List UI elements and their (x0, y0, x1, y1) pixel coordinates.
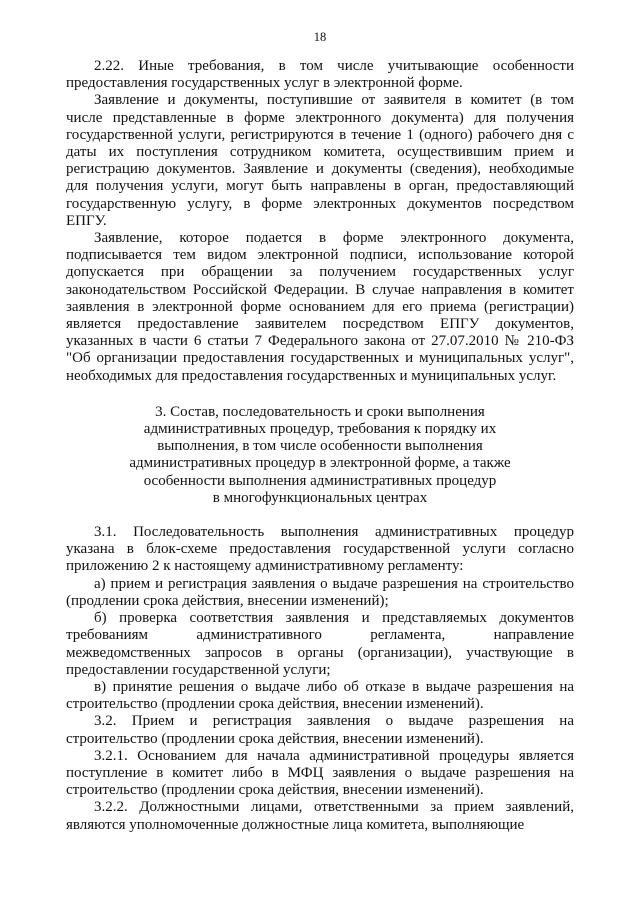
text-line: 3.1. Последовательность выполнения административных процедур (94, 524, 574, 541)
paragraph-p-3-1-v (66, 679, 574, 713)
text-line: для получения услуги, могут быть направлены в орган, предоставляющий (66, 178, 574, 195)
text-line: предоставления государственных услуг в электронной форме. (66, 75, 463, 92)
text-line: приложению 2 к настоящему административному регламенту: (66, 558, 464, 575)
heading-line: выполнения, в том числе особенности выполнения (157, 438, 483, 455)
paragraph-p-3-1-a (66, 576, 574, 610)
text-line: указанных в части 6 статьи 7 Федерального закона от 27.07.2010 № 210-ФЗ (66, 333, 574, 350)
spacer (66, 507, 574, 524)
spacer (66, 385, 574, 404)
text-line: ЕПГУ. (66, 212, 107, 229)
text-line: а) прием и регистрация заявления о выдаче разрешения на строительство (94, 575, 574, 592)
text-line: предоставлении государственной услуги; (66, 661, 331, 678)
text-line: 3.2. Прием и регистрация заявления о выдаче разрешения на (94, 713, 574, 730)
text-line: 3.2.2. Должностными лицами, ответственными за прием заявлений, (94, 799, 574, 816)
paragraph-p-zayavlenie-dokumenty (66, 92, 574, 230)
text-line: указана в блок-схеме предоставления государственной услуги согласно (66, 541, 574, 558)
heading-line: 3. Состав, последовательность и сроки выполнения (155, 403, 485, 420)
paragraph-p-3-1-b (66, 610, 574, 679)
text-line: строительство (продлении срока действия, внесении изменений). (66, 730, 484, 747)
text-line: б) проверка соответствия заявления и представляемых документов (94, 610, 574, 627)
heading-line: в многофункциональных центрах (212, 489, 428, 506)
paragraph-p-3-1 (66, 524, 574, 576)
paragraph-p-3-2-1 (66, 748, 574, 800)
text-line: государственной услуги, регистрируются в течение 1 (одного) рабочего дня с (66, 126, 574, 143)
document-body (66, 58, 574, 834)
text-line: строительство (продлении срока действия, внесении изменений). (66, 782, 484, 799)
text-line: межведомственных запросов в органы (организации), участвующие в (66, 644, 574, 661)
text-line: допускается при обращении за получением государственных услуг (66, 264, 574, 281)
text-line: (продлении срока действия, внесении изменений); (66, 592, 389, 609)
text-line: государственную услугу, в форме электронных документов посредством (66, 195, 574, 212)
heading-line: административных процедур в электронной форме, а также (129, 455, 511, 472)
text-line: необходимых для предоставления государственных и муниципальных услуг. (66, 367, 557, 384)
heading-line: административных процедур, требования к порядку их (143, 421, 497, 438)
text-line: даты их поступления сотрудником комитета, осуществившим прием и (66, 144, 574, 161)
text-line: 3.2.1. Основанием для начала административной процедуры является (94, 747, 574, 764)
text-line: в) принятие решения о выдаче либо об отказе в выдаче разрешения на (94, 678, 574, 695)
text-line: заявления в электронной форме основанием для его приема (регистрации) (66, 298, 574, 315)
text-line: строительство (продлении срока действия, внесении изменений). (66, 696, 484, 713)
text-line: 2.22. Иные требования, в том числе учитывающие особенности (94, 58, 574, 74)
section-heading (66, 404, 574, 507)
text-line: поступление в комитет либо в МФЦ заявления о выдаче разрешения на (66, 764, 574, 781)
text-line: Заявление, которое подается в форме электронного документа, (94, 230, 574, 247)
paragraph-p-3-2 (66, 713, 574, 747)
text-line: числе представленные в форме электронного документа) для получения (66, 109, 574, 126)
text-line: законодательством Российской Федерации. В случае направления в комитет (66, 281, 574, 298)
paragraph-p-2-22 (66, 58, 574, 92)
text-line: подписывается тем видом электронной подписи, использование которой (66, 247, 574, 264)
heading-line: особенности выполнения административных процедур (143, 472, 497, 489)
page-number: 18 (313, 30, 327, 44)
text-line: является предоставление заявителем посредством ЕПГУ документов, (66, 316, 574, 333)
text-line: "Об организации предоставления государственных и муниципальных услуг", (66, 350, 574, 367)
paragraph-p-3-2-2 (66, 799, 574, 833)
text-line: Заявление и документы, поступившие от заявителя в комитет (в том (94, 92, 574, 109)
paragraph-p-zayavlenie-elektronnoe (66, 230, 574, 385)
text-line: являются уполномоченные должностные лица комитета, выполняющие (66, 816, 525, 833)
text-line: требованиям административного регламента, направление (66, 627, 574, 644)
text-line: регистрацию документов. Заявление и документы (сведения), необходимые (66, 161, 574, 178)
